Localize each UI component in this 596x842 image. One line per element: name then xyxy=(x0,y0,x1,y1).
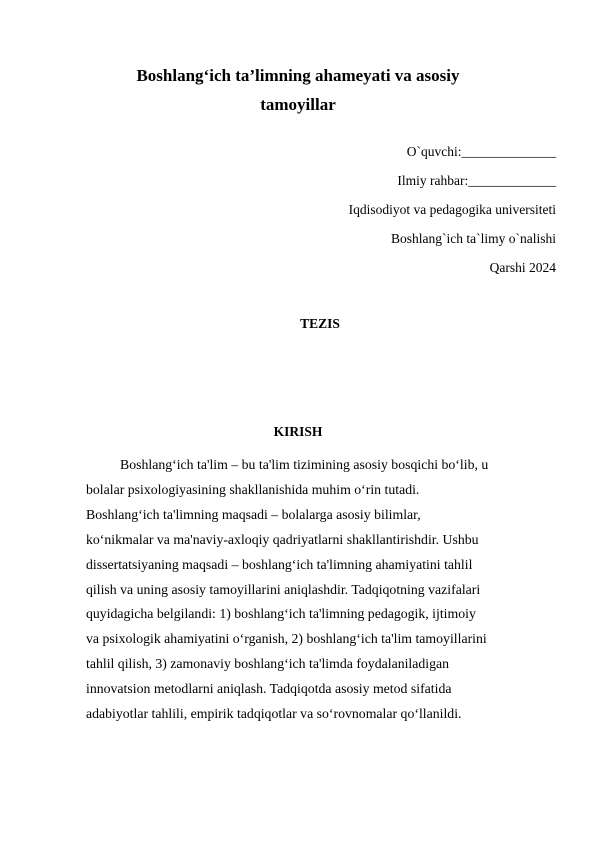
title-line-1: Boshlang‘ich ta’limning ahameyati va asosiy xyxy=(136,66,460,85)
tezis-heading: TEZIS xyxy=(300,316,340,331)
paragraph-line: adabiyotlar tahlili, empirik tadqiqotlar va so‘rovnomalar qo‘llanildi. xyxy=(86,706,462,722)
paragraph-line: tahlil qilish, 3) zamonaviy boshlang‘ich ta'limda foydalaniladigan xyxy=(86,656,450,672)
place-year: Qarshi 2024 xyxy=(489,260,556,275)
department-name: Boshlang`ich ta`limy o`nalishi xyxy=(391,231,556,246)
paragraph-line: va psixologik ahamiyatini o‘rganish, 2) boshlang‘ich ta'lim tamoyillarini xyxy=(86,631,487,647)
document-title xyxy=(96,61,500,119)
paragraph-line: Boshlang‘ich ta'lim – bu ta'lim tizimining asosiy bosqichi bo‘lib, u xyxy=(120,457,489,472)
paragraph-line: quyidagicha belgilandi: 1) boshlang‘ich ta'limning pedagogik, ijtimoiy xyxy=(86,606,476,622)
kirish-heading: KIRISH xyxy=(273,424,323,439)
paragraph-line: innovatsion metodlarni aniqlash. Tadqiqotda asosiy metod sifatida xyxy=(86,681,452,697)
paragraph-line: qilish va uning asosiy tamoyillarini aniqlashdir. Tadqiqotning vazifalari xyxy=(86,581,481,597)
paragraph-line: ko‘nikmalar va ma'naviy-axloqiy qadriyatlarni shakllantirishdir. Ushbu xyxy=(86,531,479,547)
paragraph-line: dissertatsiyaning maqsadi – boshlang‘ich ta'limning ahamiyatini tahlil xyxy=(86,556,473,572)
supervisor-field: Ilmiy rahbar:_____________ xyxy=(397,173,556,188)
paragraph-line: bolalar psixologiyasining shakllanishida muhim o‘rin tutadi. xyxy=(86,481,420,497)
paragraph-line: Boshlang‘ich ta'limning maqsadi – bolalarga asosiy bilimlar, xyxy=(86,506,421,522)
title-line-2: tamoyillar xyxy=(260,95,336,114)
university-name: Iqdisodiyot va pedagogika universiteti xyxy=(348,202,556,217)
student-field: O`quvchi:______________ xyxy=(406,144,556,159)
introduction-paragraph xyxy=(86,453,560,727)
